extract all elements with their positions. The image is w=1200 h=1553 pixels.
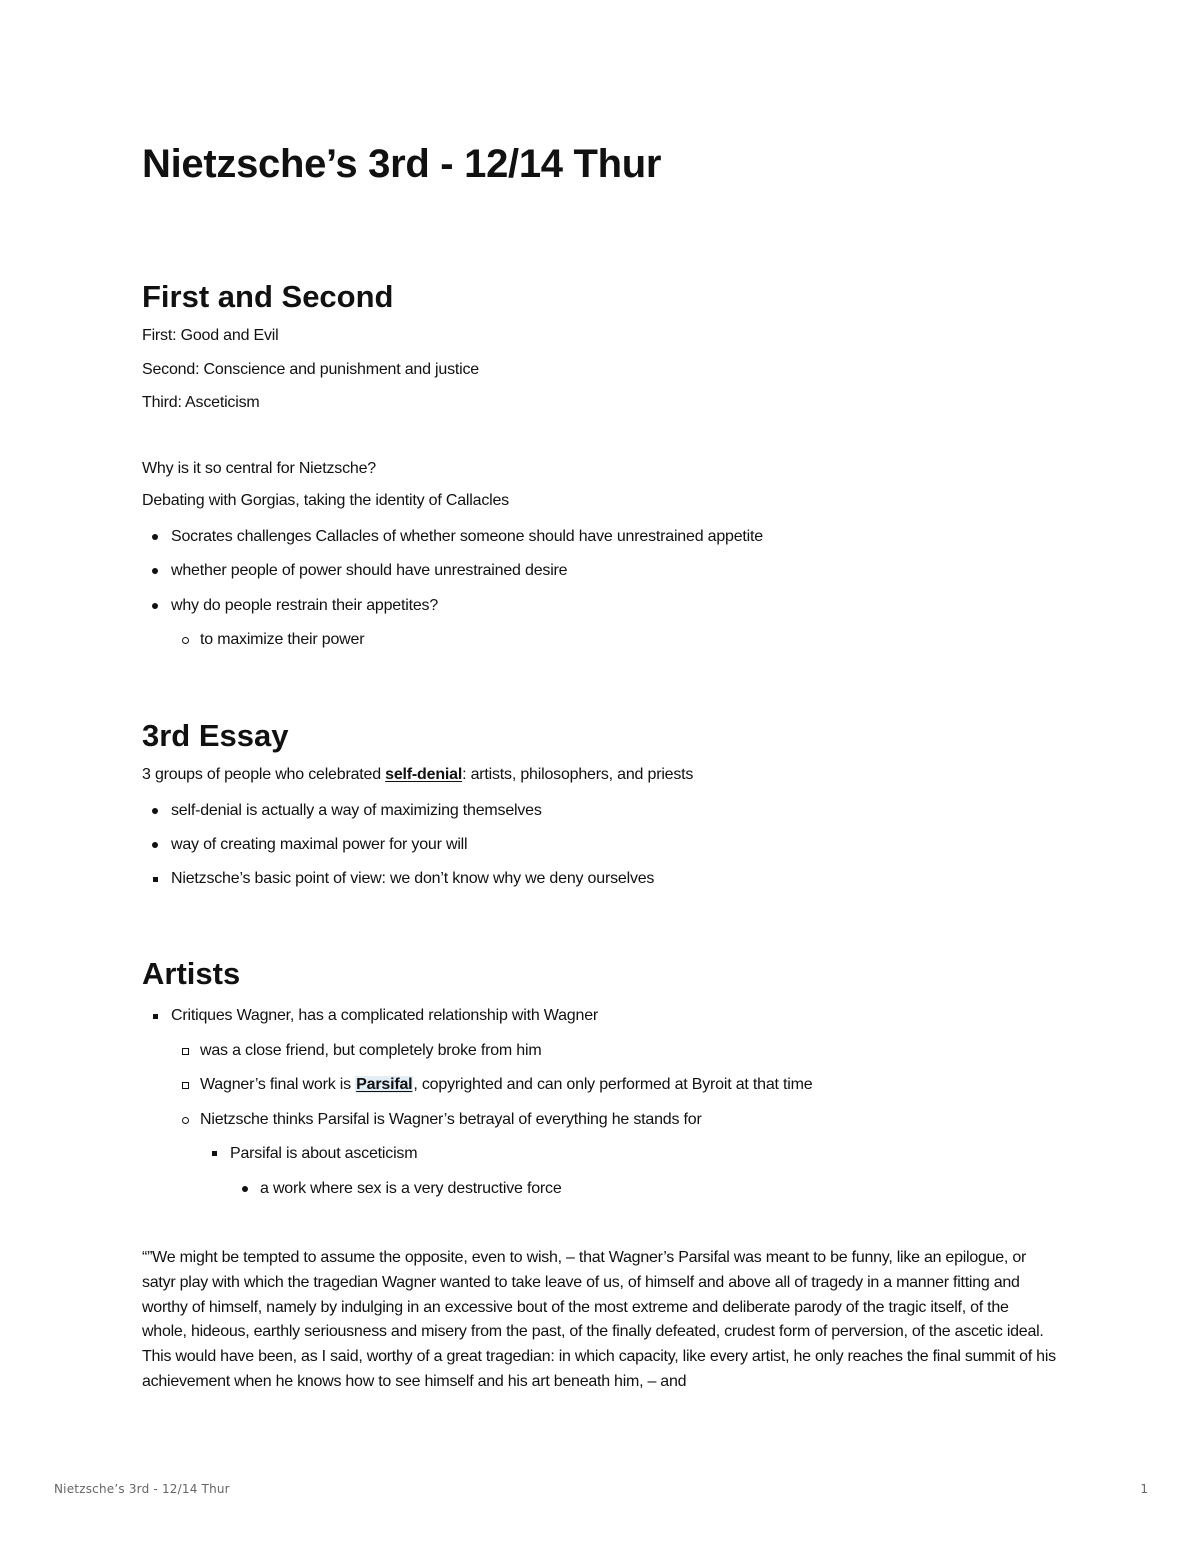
paragraph-groups [142, 765, 693, 785]
bullet-disc-icon [152, 568, 158, 574]
bullet-disc-icon [152, 603, 158, 609]
highlighted-term-parsifal: Parsifal [356, 1076, 413, 1093]
highlighted-term-self-denial: self-denial [385, 766, 463, 783]
bullet-circle-icon [182, 1117, 189, 1124]
quote-paragraph: “”We might be tempted to assume the opposite, even to wish, – that Wagner’s Parsifal was meant to be funny, like an epilogue, or satyr play with which the tragedian Wagner wanted to take leave of us, of himself and above all of tragedy in a manner fitting and worthy of himself, namely by indulging in an excessive bout of the most extreme and deliberate parody of the tragic itself, of the whole, hideous, earthly seriousness and misery from the past, of the finally defeated, crudest form of perversion, of the ascetic ideal. This would have been, as I said, worthy of a great tragedian: in which capacity, like every artist, he only reaches the final summit of his achievement when he knows how to see himself and his art beneath him, – and [142, 1249, 1056, 1390]
bullet-square-icon [212, 1151, 217, 1156]
paragraph-first: First: Good and Evil [142, 327, 279, 344]
bullet-disc-icon [242, 1186, 248, 1192]
text-segment: , copyrighted and can only performed at Byroit at that time [413, 1076, 813, 1093]
list-item: Critiques Wagner, has a complicated relationship with Wagner [171, 1007, 599, 1024]
paragraph-third: Third: Asceticism [142, 394, 260, 411]
list-item: Nietzsche thinks Parsifal is Wagner’s betrayal of everything he stands for [200, 1111, 702, 1128]
list-item: Parsifal is about asceticism [230, 1145, 418, 1162]
list-item: Nietzsche’s basic point of view: we don’t know why we deny ourselves [171, 870, 655, 887]
list-item: why do people restrain their appetites? [171, 597, 439, 614]
list-item: a work where sex is a very destructive force [260, 1180, 562, 1197]
footer-title: Nietzsche’s 3rd - 12/14 Thur [54, 1482, 230, 1496]
list-item [200, 1075, 812, 1095]
paragraph-question: Why is it so central for Nietzsche? [142, 460, 376, 477]
page-title: Nietzsche’s 3rd - 12/14 Thur [142, 142, 662, 186]
bullet-circle-icon [182, 637, 189, 644]
text-segment: Wagner’s final work is [200, 1076, 356, 1093]
bullet-disc-icon [152, 842, 158, 848]
paragraph-second: Second: Conscience and punishment and justice [142, 361, 480, 378]
section-heading-artists: Artists [142, 956, 241, 991]
list-item: way of creating maximal power for your will [171, 836, 468, 853]
list-item: Socrates challenges Callacles of whether someone should have unrestrained appetite [171, 528, 763, 545]
bullet-disc-icon [152, 808, 158, 814]
bullet-disc-icon [152, 534, 158, 540]
list-item: to maximize their power [200, 631, 365, 648]
text-segment: : artists, philosophers, and priests [462, 766, 694, 783]
bullet-square-icon [153, 1014, 158, 1019]
paragraph-debate: Debating with Gorgias, taking the identity of Callacles [142, 492, 509, 509]
text-segment: 3 groups of people who celebrated [142, 766, 386, 783]
section-heading-first-and-second: First and Second [142, 279, 394, 314]
list-item: was a close friend, but completely broke from him [200, 1042, 542, 1059]
bullet-open-square-icon [182, 1048, 189, 1055]
section-heading-3rd-essay: 3rd Essay [142, 718, 289, 753]
bullet-open-square-icon [182, 1082, 189, 1089]
bullet-square-icon [153, 877, 158, 882]
list-item: whether people of power should have unrestrained desire [171, 562, 568, 579]
list-item: self-denial is actually a way of maximizing themselves [171, 802, 542, 819]
footer-page-number: 1 [1140, 1482, 1148, 1496]
